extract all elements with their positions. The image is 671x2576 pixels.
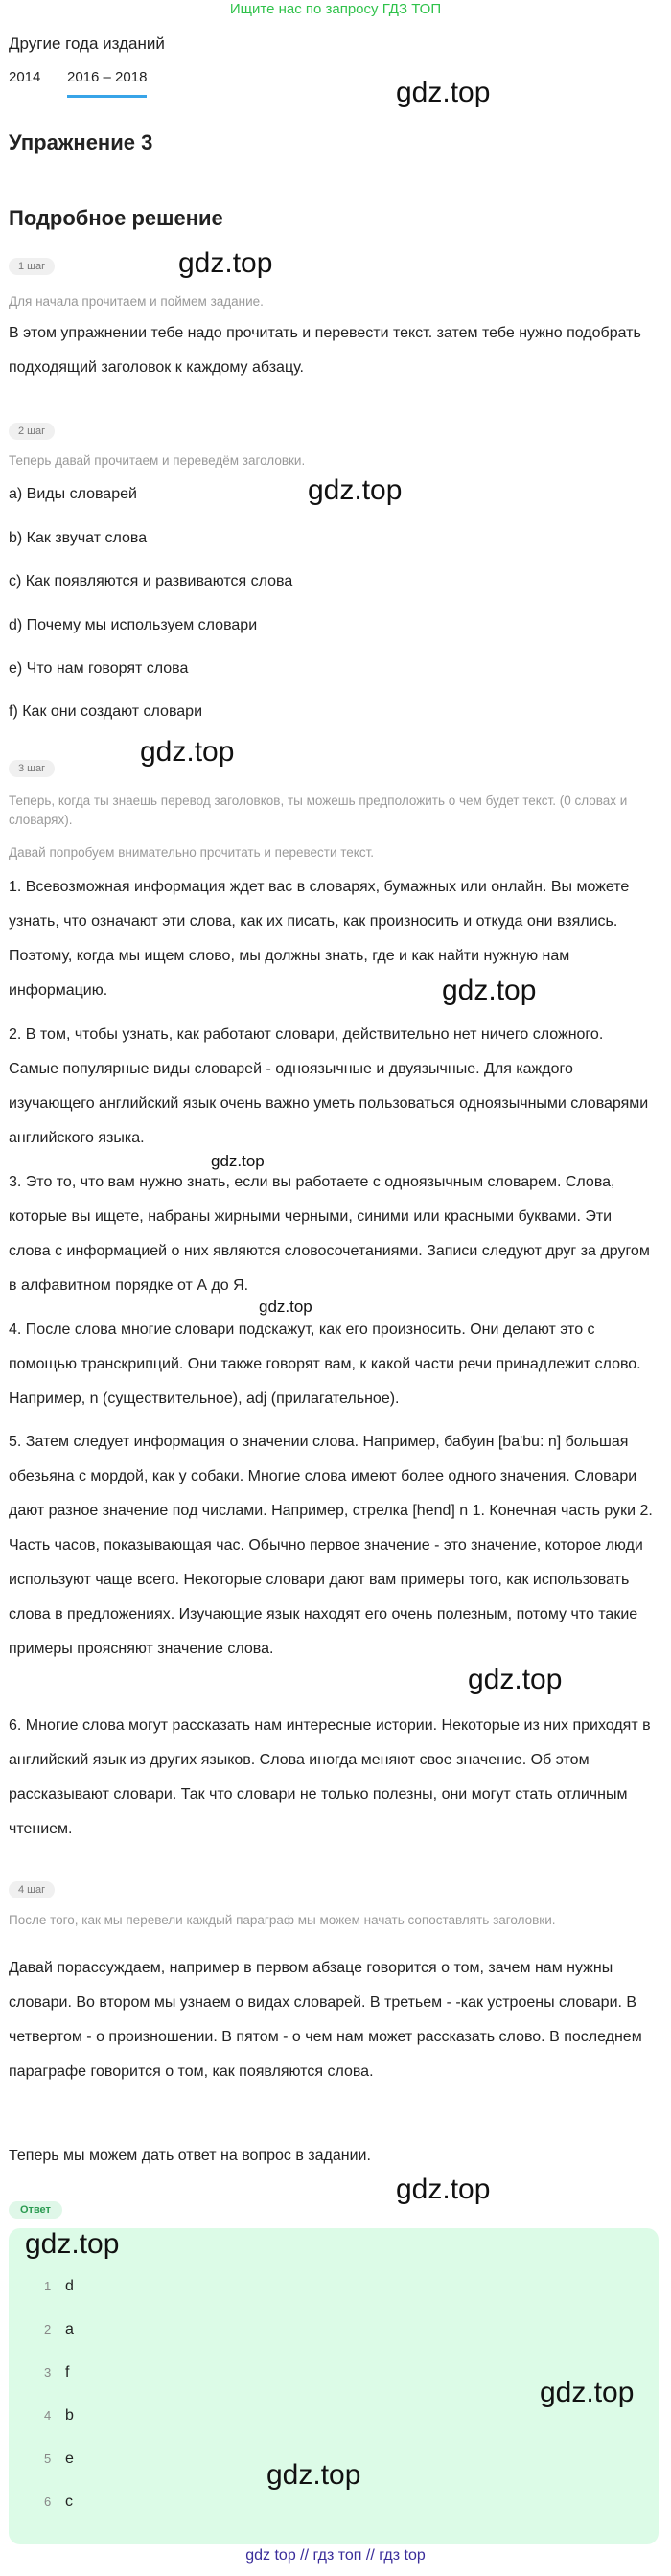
step-hint: Для начала прочитаем и поймем задание. xyxy=(9,294,264,309)
heading-option: e) Что нам говорят слова xyxy=(9,660,189,677)
heading-option: b) Как звучат слова xyxy=(9,530,148,546)
text-paragraph-1: 1. Всевозможная информация ждет вас в словарях, бумажных или онлайн. Вы можете узнать, что означают эти слова, как их писать, как произносить и откуда они взялись. Поэтому, когда мы ищем слово, мы должны знать, где и как найти нужную нам информацию. xyxy=(9,879,630,999)
watermark: gdz.top xyxy=(140,736,235,768)
answer-row-number: 6 xyxy=(44,2495,52,2509)
step-text: Теперь мы можем дать ответ на вопрос в задании. xyxy=(9,2148,371,2164)
step-hint: Давай попробуем внимательно прочитать и перевести текст. xyxy=(9,845,375,860)
answer-row-value: b xyxy=(65,2407,74,2424)
answer-row-number: 5 xyxy=(44,2451,52,2466)
heading-option: f) Как они создают словари xyxy=(9,703,203,720)
footer-link[interactable]: гдз топ xyxy=(312,2547,362,2564)
step-badge: 1 шаг xyxy=(9,258,55,275)
watermark: gdz.top xyxy=(396,77,491,108)
step-hint: Теперь давай прочитаем и переведём заголовки. xyxy=(9,453,306,468)
text-paragraph-6: 6. Многие слова могут рассказать нам интересные истории. Некоторые из них приходят в английский язык из других языков. Слова иногда меняют свое значение. Об этом рассказывают словари. Так что словари не только полезны, они могут стать отличным чтением. xyxy=(9,1717,651,1837)
step-badge: 3 шаг xyxy=(9,760,55,777)
watermark: gdz.top xyxy=(540,2377,635,2408)
answer-row-number: 4 xyxy=(44,2408,52,2423)
text-paragraph-5: 5. Затем следует информация о значении слова. Например, бабуин [ba'bu: n] большая обезьяна с мордой, как у собаки. Многие слова имеют более одного значения. Словари дают разное значение под числами. Например, стрелка [hend] n 1. Конечная часть руки 2. Часть часов, показывающая час. Обычно первое значение - это значение, которое люди используют чаще всего. Некоторые словари дают вам примеры того, как использовать слова в предложениях. Изучающие язык находят его очень полезным, потому что такие примеры проясняют значение слова. xyxy=(9,1434,653,1657)
answer-row-number: 3 xyxy=(44,2365,52,2380)
answer-badge: Ответ xyxy=(9,2201,62,2219)
watermark: gdz.top xyxy=(211,1152,265,1170)
step-hint: После того, как мы перевели каждый параграф мы можем начать сопоставлять заголовки. xyxy=(9,1913,556,1927)
answer-row-value: a xyxy=(65,2321,74,2337)
answer-row-value: f xyxy=(65,2364,70,2380)
watermark: gdz.top xyxy=(25,2228,120,2260)
step-text: В этом упражнении тебе надо прочитать и перевести текст. затем тебе нужно подобрать подходящий заголовок к каждому абзацу. xyxy=(9,325,641,376)
step-badge: 2 шаг xyxy=(9,423,55,440)
watermark: gdz.top xyxy=(178,247,273,279)
step-text: Давай порассуждаем, например в первом абзаце говорится о том, зачем нам нужны словари. Во втором мы узнаем о видах словарей. В третьем - -как устроены словари. В четвертом - о произношении. В пятом - о чем нам может рассказать слово. В последнем параграфе говорится о том, как появляются слова. xyxy=(9,1960,642,2080)
answer-row xyxy=(44,2407,74,2425)
search-banner: Ищите нас по запросу ГДЗ ТОП xyxy=(229,1,442,17)
watermark: gdz.top xyxy=(468,1664,563,1695)
answer-row-value: e xyxy=(65,2450,74,2467)
answer-row-value: c xyxy=(65,2494,73,2510)
answer-row-number: 2 xyxy=(44,2322,52,2336)
footer-links xyxy=(0,2547,671,2564)
watermark: gdz.top xyxy=(442,975,537,1006)
other-years-title: Другие года изданий xyxy=(9,34,165,53)
answer-row xyxy=(44,2321,74,2338)
heading-option: c) Как появляются и развиваются слова xyxy=(9,573,293,589)
watermark: gdz.top xyxy=(308,474,403,506)
footer-link[interactable]: gdz top xyxy=(245,2547,296,2564)
answer-row xyxy=(44,2278,74,2295)
watermark: gdz.top xyxy=(259,1298,312,1316)
footer-separator: // xyxy=(365,2547,375,2564)
text-paragraph-3: 3. Это то, что вам нужно знать, если вы работаете с одноязычным словарем. Слова, которые вы ищете, набраны жирными черными, синими или красными буквами. Эти слова с информацией о них являются словосочетаниями. Записи следуют друг за другом в алфавитном порядке от А до Я. xyxy=(9,1174,650,1294)
text-paragraph-2: 2. В том, чтобы узнать, как работают словари, действительно нет ничего сложного. Самые популярные виды словарей - одноязычные и двуязычные. Для каждого изучающего английский язык очень важно уметь пользоваться одноязычными словарями английского языка. xyxy=(9,1026,649,1146)
divider xyxy=(0,172,671,173)
exercise-title: Упражнение 3 xyxy=(9,130,153,154)
step-hint: Теперь, когда ты знаешь перевод заголовков, ты можешь предположить о чем будет текст. (0 словах и словарях). xyxy=(9,794,628,827)
heading-option: d) Почему мы используем словари xyxy=(9,617,258,633)
footer-separator: // xyxy=(300,2547,310,2564)
watermark: gdz.top xyxy=(266,2459,361,2491)
text-paragraph-4: 4. После слова многие словари подскажут, как его произносить. Они делают это с помощью транскрипций. Они также говорят вам, к какой части речи принадлежит слово. Например, n (существительное), adj (прилагательное). xyxy=(9,1322,641,1407)
answer-row xyxy=(44,2364,69,2381)
answer-row-value: d xyxy=(65,2278,74,2294)
answer-row xyxy=(44,2450,74,2468)
solution-title: Подробное решение xyxy=(9,206,223,230)
step-badge: 4 шаг xyxy=(9,1881,55,1898)
heading-option: a) Виды словарей xyxy=(9,486,137,502)
year-tab-2014[interactable]: 2014 xyxy=(9,69,41,85)
year-tab-2016-2018[interactable]: 2016 – 2018 xyxy=(67,69,147,98)
watermark: gdz.top xyxy=(396,2174,491,2205)
answer-row xyxy=(44,2494,73,2511)
footer-link[interactable]: гдз top xyxy=(379,2547,426,2564)
answer-row-number: 1 xyxy=(44,2279,52,2293)
